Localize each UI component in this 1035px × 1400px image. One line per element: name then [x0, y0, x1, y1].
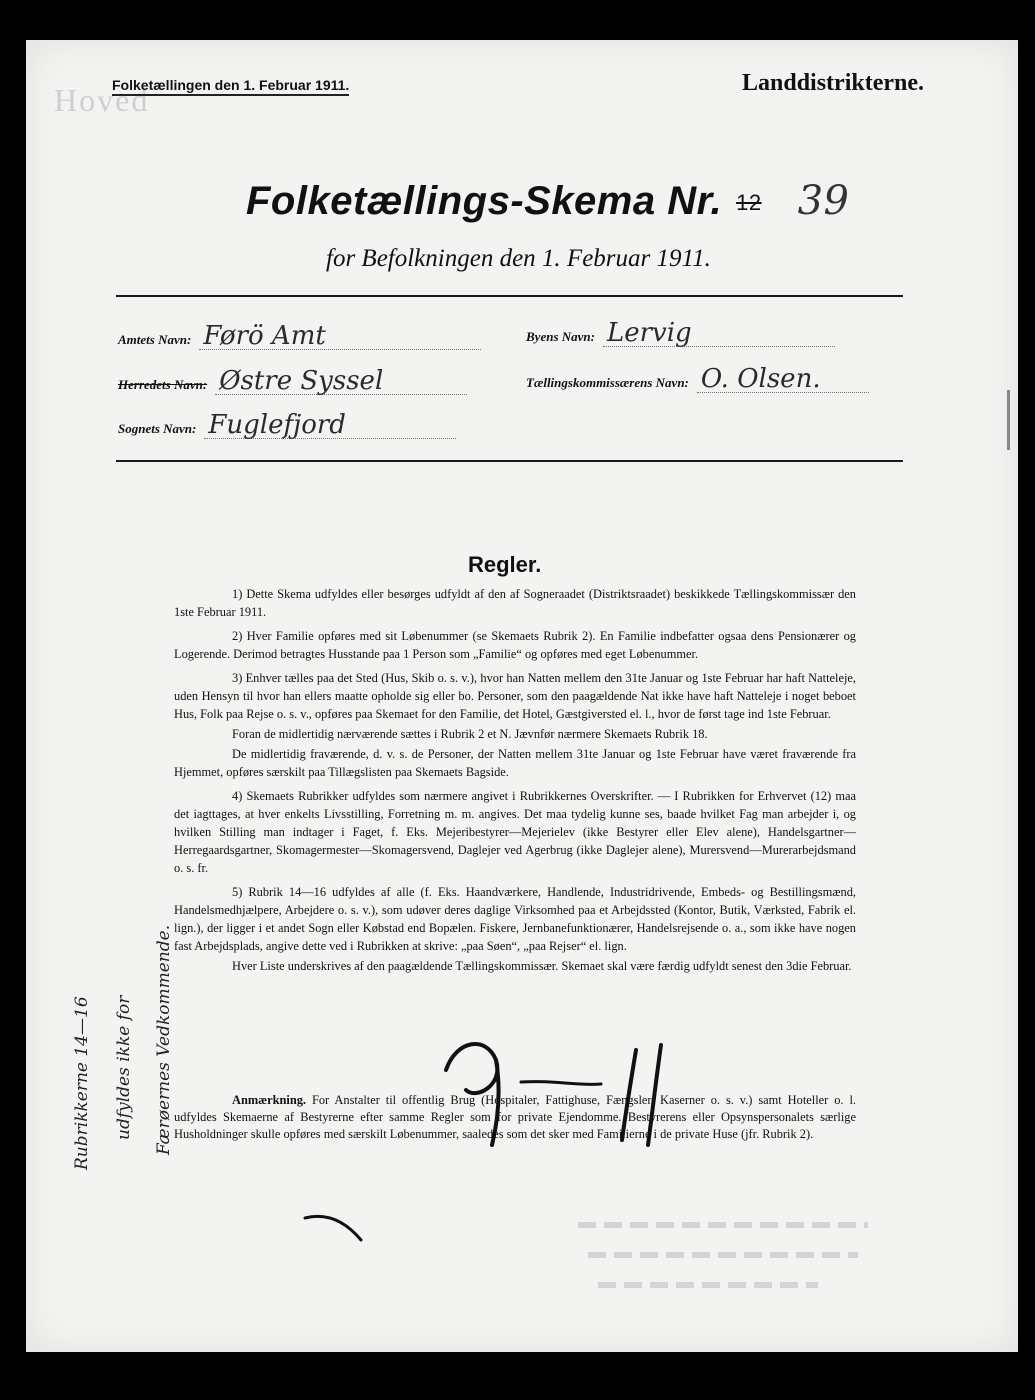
kommissaer-value: O. Olsen. [697, 366, 869, 393]
rule-paragraph: Hver Liste underskrives af den paagældende Tællingskommissær. Skemaet skal være færdig udfyldt senest den 3die Februar. [232, 959, 852, 973]
census-form-page [26, 40, 1018, 1352]
form-title-text: Folketællings-Skema Nr. [246, 179, 723, 223]
herred-field [118, 368, 467, 395]
margin-note-line1: Rubrikkerne 14—16 [72, 996, 92, 1170]
page-edge-mark [1007, 390, 1010, 450]
pen-mark [301, 1210, 381, 1250]
census-date-header: Folketællingen den 1. Februar 1911. [112, 77, 349, 96]
by-field [526, 320, 835, 347]
form-title [246, 178, 849, 224]
faint-stamp: Hoved [54, 82, 150, 118]
sogn-label: Sognets Navn: [118, 421, 197, 436]
margin-note-line3: Færøernes Vedkommende. [154, 924, 174, 1155]
amt-label: Amtets Navn: [118, 332, 192, 347]
rules-body [174, 585, 856, 981]
rule-paragraph: 1) Dette Skema udfyldes eller besørges udfyldt af den af Sogneraadet (Distriktsraadet) beskikkede Tællingskommissær den 1ste Februar 1911. [174, 587, 856, 619]
form-subtitle: for Befolkningen den 1. Februar 1911. [326, 245, 711, 272]
bleed-through-text [568, 1200, 888, 1320]
kommissaer-label: Tællingskommissærens Navn: [526, 375, 689, 390]
rule-paragraph: 2) Hver Familie opføres med sit Løbenummer (se Skemaets Rubrik 2). En Familie indbefatter ogsaa dens Pensionærer og Logerende. Derimod betragtes Husstande paa 1 Person som „Familie“ og opføres med eget Løbenummer. [174, 629, 856, 661]
amt-field [118, 323, 481, 350]
rule-paragraph: 4) Skemaets Rubrikker udfyldes som nærmere angivet i Rubrikkernes Overskrifter. — I Rubrikken for Erhvervet (12) maa det iagttages, at hver enkelts Livsstilling, Forretning m. m. angives. Det maa tydelig kunne ses, baade hvilket Fag man arbejder i, og hvilken Stilling man indtager i Faget, f. Eks. Mejeribestyrer—Mejerielev (ikke Bestyrer eller Elev alene), Handelsgartner—Herregaardsgartner, Skomagermester—Skomagersvend, Daglejer ved Agerbrug (ikke Daglejer alene), Murersvend—Murerarbejdsmand o. s. fr. [174, 789, 856, 875]
annotation-text: For Anstalter til offentlig Brug (Hospitaler, Fattighuse, Fængsler, Kaserner o. s. v.) samt Hoteller o. l. udfyldes Skemaerne af Bestyrerne efter samme Regler som for private Ejendomme. Bestyrerens eller Opsynspersonalets særlige Husholdninger skulle opføres med særskilt Løbenummer, saaledes som det sker med Familierne i de private Huse (jfr. Rubrik 2). [174, 1093, 856, 1141]
struck-form-number: 12 [736, 190, 762, 216]
rule-paragraph: 3) Enhver tælles paa det Sted (Hus, Skib o. s. v.), hvor han Natten mellem den 31te Januar og 1ste Februar har haft Natteleje, uden Hensyn til hvor han ellers maatte opholde sig eller bo. Personer, som den paagældende Nat ikke have haft Natteleje i noget beboet Hus, Folk paa Rejse o. s. v., opføres paa Skemaet for den Familie, det Hotel, Gæstgiversted el. l., hvor de først tage ind 1ste Februar. [174, 671, 856, 721]
bottom-divider [116, 460, 903, 462]
top-divider [116, 295, 903, 297]
sogn-field [118, 412, 456, 439]
rule-paragraph: De midlertidig fraværende, d. v. s. de Personer, der Natten mellem 31te Januar og 1ste Februar have været fraværende fra Hjemmet, opføres særskilt paa Tillægslisten paa Skemaets Bagside. [174, 747, 856, 779]
by-value: Lervig [603, 320, 835, 347]
form-number: 39 [797, 178, 850, 224]
amt-value: Førö Amt [199, 323, 481, 350]
rule-paragraph: Foran de midlertidig nærværende sættes i Rubrik 2 et N. Jævnfør nærmere Skemaets Rubrik 18. [232, 727, 708, 741]
annotation-note [174, 1092, 856, 1143]
herred-label: Herredets Navn: [118, 377, 208, 392]
margin-handwritten-note [54, 924, 204, 1180]
by-label: Byens Navn: [526, 329, 595, 344]
kommissaer-field [526, 366, 869, 393]
district-type-header: Landdistrikterne. [741, 70, 924, 96]
rules-heading: Regler. [468, 552, 542, 577]
rule-paragraph: 5) Rubrik 14—16 udfyldes af alle (f. Eks. Haandværkere, Handlende, Industridrivende, Embeds- og Bestillingsmænd, Handelsmedhjælpere, Arbejdere o. s. v.), som udøver deres daglige Virksomhed paa et Arbejdssted (Kontor, Butik, Værksted, Fabrik el. lign.), der ligger i et andet Sogn eller Købstad end Bopælen. Fiskere, Jernbanefunktionærer, Handelsrejsende o. a., som ikke have nogen fast Arbejdsplads, angive dette ved i Rubrikken at skrive: „paa Søen“, „paa Rejser“ el. lign. [174, 885, 856, 953]
sogn-value: Fuglefjord [204, 412, 456, 439]
herred-value: Østre Syssel [215, 368, 467, 395]
annotation-heading: Anmærkning. [232, 1093, 307, 1107]
margin-note-line2: udfyldes ikke for [114, 995, 134, 1140]
